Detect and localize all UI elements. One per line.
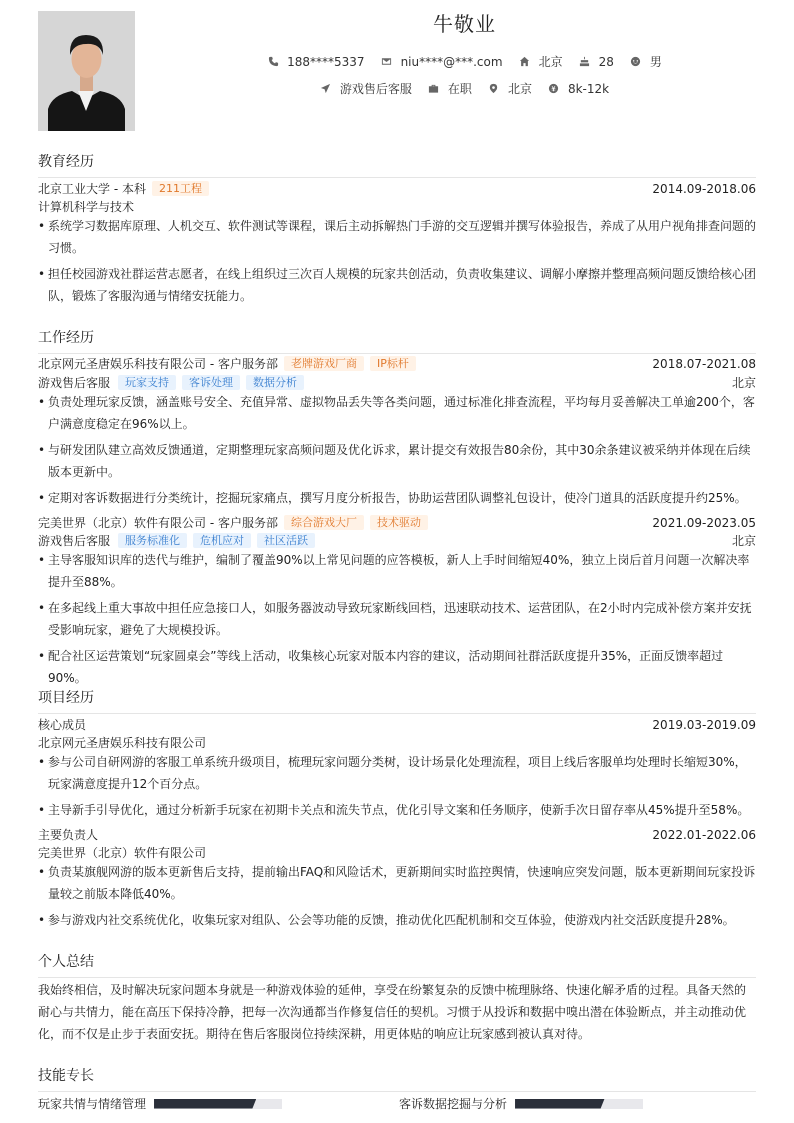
send-icon <box>320 83 332 95</box>
project-company-row <box>38 844 756 861</box>
home-icon <box>519 56 531 68</box>
job-bullet: • 配合社区运营策划“玩家圆桌会”等线上活动，收集核心玩家对版本内容的建议，活动期间社群活跃度提升35%，正面反馈率超过90%。 <box>38 645 756 689</box>
skill-tag: 服务标准化 <box>118 533 187 548</box>
skill-name: 玩家共情与情绪管理 <box>38 1097 147 1111</box>
gender-text: 男 <box>649 55 662 69</box>
phone-item <box>267 55 364 69</box>
job-company: 完美世界（北京）软件有限公司 - 客户服务部 <box>38 516 278 530</box>
job-bullet: • 与研发团队建立高效反馈通道，定期整理玩家高频问题及优化诉求，累计提交有效报告80余份，其中30余条建议被采纳并体现在后续版本更新中。 <box>38 439 756 483</box>
profile-photo <box>38 11 135 131</box>
salary-item <box>548 82 609 96</box>
target-job-text: 游戏售后客服 <box>339 82 412 96</box>
section-title-summary: 个人总结 <box>38 951 756 978</box>
job-city: 北京 <box>731 534 756 548</box>
education-header-row <box>38 180 756 197</box>
section-title-projects: 项目经历 <box>38 687 756 714</box>
email-text: niu****@***.com <box>400 54 503 69</box>
status-item <box>428 80 472 97</box>
project-company: 北京网元圣唐娱乐科技有限公司 <box>38 736 207 750</box>
project-date: 2022.01-2022.06 <box>652 827 756 842</box>
school-tag: 211工程 <box>152 181 209 196</box>
company-tag: 老牌游戏厂商 <box>284 356 364 371</box>
email-item <box>381 55 503 69</box>
project-role: 主要负责人 <box>38 828 99 842</box>
education-bullet: • 系统学习数据库原理、人机交互、软件测试等课程，课后主动拆解热门手游的交互逻辑并撰写体验报告，养成了从用户视角排查问题的习惯。 <box>38 215 756 259</box>
project-company: 完美世界（北京）软件有限公司 <box>38 846 207 860</box>
company-tag: 技术驱动 <box>370 515 428 530</box>
job-date: 2021.09-2023.05 <box>652 515 756 530</box>
job-bullet: • 定期对客诉数据进行分类统计，挖掘玩家痛点，撰写月度分析报告，协助运营团队调整礼包设计，使冷门道具的活跃度提升约25%。 <box>38 487 756 509</box>
job-bullet: • 主导客服知识库的迭代与维护，编制了覆盖90%以上常见问题的应答模板，新人上手时间缩短40%，独立上岗后首月问题一次解决率提升至88%。 <box>38 549 756 593</box>
salary-text: 8k-12k <box>567 81 610 96</box>
project-bullet: • 负责某旗舰网游的版本更新售后支持，提前输出FAQ和风险话术，更新期间实时监控舆情，快速响应突发问题，版本更新期间玩家投诉量较之前版本降低40%。 <box>38 861 756 905</box>
job-date: 2018.07-2021.08 <box>652 356 756 371</box>
target-city-text: 北京 <box>507 82 532 96</box>
phone-icon <box>267 56 279 68</box>
skill-item <box>399 1095 643 1112</box>
education-bullet: • 担任校园游戏社群运营志愿者，在线上组织过三次百人规模的玩家共创活动，负责收集建议、调解小摩擦并整理高频问题反馈给核心团队，锻炼了客服沟通与情绪安抚能力。 <box>38 263 756 307</box>
skill-level-bar <box>154 1099 282 1109</box>
mail-icon <box>381 56 393 68</box>
candidate-name: 牛敬业 <box>433 12 496 36</box>
location-pin-icon <box>488 83 500 95</box>
briefcase-icon <box>428 83 440 95</box>
company-tag: 综合游戏大厂 <box>284 515 364 530</box>
job-header-row <box>38 355 756 372</box>
project-role: 核心成员 <box>38 718 87 732</box>
money-icon <box>548 83 560 95</box>
city-item <box>519 53 563 70</box>
project-header-row <box>38 826 756 843</box>
age-text: 28 <box>598 54 614 69</box>
target-city-item <box>488 80 532 97</box>
job-company: 北京网元圣唐娱乐科技有限公司 - 客户服务部 <box>38 357 278 371</box>
skill-tag: 客诉处理 <box>182 375 240 390</box>
section-title-work: 工作经历 <box>38 327 756 354</box>
school-name: 北京工业大学 - 本科 <box>38 182 146 196</box>
skill-tag: 社区活跃 <box>257 533 315 548</box>
skill-name: 客诉数据挖掘与分析 <box>399 1097 508 1111</box>
job-role-row <box>38 532 756 549</box>
section-title-skills: 技能专长 <box>38 1065 756 1092</box>
section-title-education: 教育经历 <box>38 151 756 178</box>
skill-tag: 危机应对 <box>193 533 251 548</box>
project-header-row <box>38 716 756 733</box>
project-bullet: • 主导新手引导优化，通过分析新手玩家在初期卡关点和流失节点，优化引导文案和任务顺序，使新手次日留存率从45%提升至58%。 <box>38 799 756 821</box>
job-bullet: • 在多起线上重大事故中担任应急接口人，如服务器波动导致玩家断线回档，迅速联动技术、运营团队，在2小时内完成补偿方案并安抚受影响玩家，避免了大规模投诉。 <box>38 597 756 641</box>
project-date: 2019.03-2019.09 <box>652 717 756 732</box>
project-bullet: • 参与公司自研网游的客服工单系统升级项目，梳理玩家问题分类树，设计场景化处理流程，项目上线后客服单均处理时长缩短30%，玩家满意度提升12个百分点。 <box>38 751 756 795</box>
contact-info-row <box>135 53 794 70</box>
job-city: 北京 <box>731 376 756 390</box>
job-intent-row <box>135 80 794 97</box>
status-text: 在职 <box>447 82 472 96</box>
city-text: 北京 <box>538 55 563 69</box>
phone-text: 188****5337 <box>287 54 365 69</box>
project-bullet: • 参与游戏内社交系统优化，收集玩家对组队、公会等功能的反馈，推动优化匹配机制和交互体验，使游戏内社交活跃度提升28%。 <box>38 909 756 931</box>
education-date: 2014.09-2018.06 <box>652 181 756 196</box>
age-item <box>579 55 614 69</box>
user-face-icon <box>630 56 642 68</box>
skill-tag: 数据分析 <box>246 375 304 390</box>
gender-item <box>630 53 662 70</box>
skill-level-fill <box>154 1099 256 1109</box>
skill-level-bar <box>515 1099 643 1109</box>
summary-text: 我始终相信，及时解决玩家问题本身就是一种游戏体验的延伸，享受在纷繁复杂的反馈中梳理脉络、快速化解矛盾的过程。具备天然的耐心与共情力，能在高压下保持冷静，把每一次沟通都当作修复信任的契机。习惯于从投诉和数据中嗅出潜在体验断点，并主动推动优化，而不仅是止步于表面安抚。期待在售后客服岗位持续深耕，用更体贴的响应让玩家感到被认真对待。 <box>38 983 747 1041</box>
skill-item <box>38 1095 282 1112</box>
project-company-row <box>38 734 756 751</box>
job-bullet: • 负责处理玩家反馈，涵盖账号安全、充值异常、虚拟物品丢失等各类问题，通过标准化排查流程，平均每月妥善解决工单逾200个，客户满意度稳定在96%以上。 <box>38 391 756 435</box>
skill-level-fill <box>515 1099 605 1109</box>
skill-tag: 玩家支持 <box>118 375 176 390</box>
job-header-row <box>38 514 756 531</box>
cake-icon <box>579 56 591 68</box>
profile-photo-image <box>38 11 135 131</box>
job-role-row <box>38 374 756 391</box>
company-tag: IP标杆 <box>370 356 416 371</box>
job-role: 游戏售后客服 <box>38 376 111 390</box>
education-major-row <box>38 198 756 215</box>
education-major: 计算机科学与技术 <box>38 200 135 214</box>
target-job-item <box>320 80 412 97</box>
job-role: 游戏售后客服 <box>38 534 111 548</box>
